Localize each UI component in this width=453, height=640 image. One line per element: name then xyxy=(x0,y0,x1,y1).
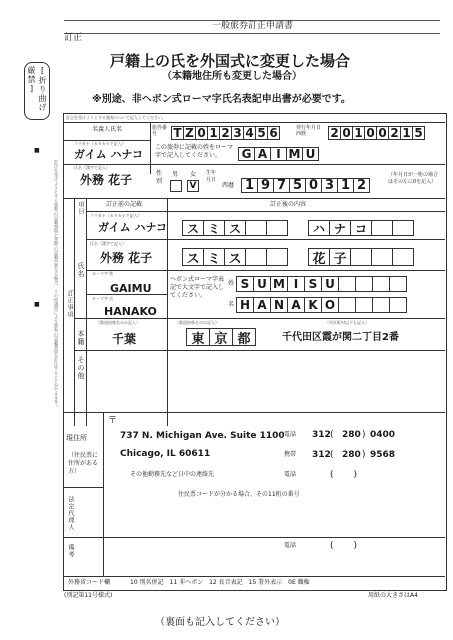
tel-label: 電話 xyxy=(284,431,297,438)
after-label: 訂正後の内容 xyxy=(270,201,307,208)
rule xyxy=(63,198,445,199)
hebon-note: ヘボン式ローマ字表記で大文字で記入してください。 xyxy=(170,276,225,299)
char-box[interactable] xyxy=(338,297,356,313)
char-box[interactable]: 0 xyxy=(195,126,208,140)
tel-area: 312 xyxy=(312,430,331,440)
name-holder-label: 名義人氏名 xyxy=(92,126,123,133)
rule xyxy=(167,198,168,426)
item-label: 項目 xyxy=(77,201,84,215)
char-box[interactable]: N xyxy=(270,297,288,313)
char-box[interactable]: 1 xyxy=(352,126,365,140)
char-box[interactable]: O xyxy=(321,297,339,313)
char-box[interactable] xyxy=(389,276,407,292)
given-mark: 名 xyxy=(228,301,235,308)
char-box[interactable]: 2 xyxy=(353,178,370,193)
char-box[interactable]: 6 xyxy=(267,126,280,140)
char-box[interactable] xyxy=(355,276,373,292)
furigana-before: ガイム ハナコ xyxy=(98,221,168,234)
char-box[interactable]: S xyxy=(236,276,254,292)
kanji-after-given-cells xyxy=(308,248,413,266)
other-label: その他 xyxy=(77,356,85,380)
rule xyxy=(63,487,103,488)
char-box[interactable]: ナ xyxy=(329,220,351,236)
rule xyxy=(63,412,445,413)
resident-code-note: 住民票コードが分かる場合、その11桁の番号 xyxy=(178,491,300,498)
rule xyxy=(150,122,151,174)
char-box[interactable]: ス xyxy=(224,248,246,266)
char-box[interactable]: 5 xyxy=(412,126,425,140)
mobile-paren: ( xyxy=(330,450,334,460)
mobile-paren: ) xyxy=(362,450,366,460)
char-box[interactable] xyxy=(350,248,372,266)
honseki-after-detail: 千代田区霞が関二丁目2番 xyxy=(282,332,399,343)
furigana-label: フリガナ（カタカナで記入） xyxy=(74,141,126,146)
daytime-tel-label: 電話 xyxy=(284,471,297,478)
correction-label: 訂正 xyxy=(64,33,83,43)
char-box[interactable] xyxy=(371,248,393,266)
char-box[interactable] xyxy=(338,276,356,292)
passport-number-cells xyxy=(171,126,279,140)
honseki-after-label: （都道府県名のみ記入） xyxy=(175,320,219,325)
kanji-after-surname-cells xyxy=(182,248,287,266)
char-box[interactable]: 2 xyxy=(328,126,341,140)
name-kanji-value: 外務 花子 xyxy=(80,173,133,187)
male-label: 男 xyxy=(172,171,179,178)
char-box[interactable]: コ xyxy=(350,220,372,236)
legal-rep-label: 法定代理人 xyxy=(67,496,74,531)
rule xyxy=(63,576,445,577)
char-box[interactable]: M xyxy=(286,147,303,161)
char-box[interactable]: 0 xyxy=(340,126,353,140)
rule xyxy=(63,537,445,538)
honseki-before: 千葉 xyxy=(112,332,137,346)
char-box[interactable]: U xyxy=(253,276,271,292)
rule xyxy=(63,164,445,165)
dob-era: 西暦 xyxy=(222,182,235,189)
rule xyxy=(86,211,445,212)
char-box[interactable]: 7 xyxy=(273,178,290,193)
current-address-label: 現住所 xyxy=(66,434,87,442)
notice-text: ※別途、非ヘボン式ローマ字氏名表記申出書が必要です。 xyxy=(92,94,351,105)
char-box[interactable]: 1 xyxy=(400,126,413,140)
issue-date-cells xyxy=(328,126,424,140)
address-line2: Chicago, IL 60611 xyxy=(120,449,211,459)
bottom-tel-label: 電話 xyxy=(284,542,297,549)
form-number: (別記第11号様式) xyxy=(64,592,113,599)
char-box[interactable]: 0 xyxy=(376,126,389,140)
char-box[interactable]: 2 xyxy=(219,126,232,140)
roman-given-before: HANAKO xyxy=(104,305,157,318)
margin-bullet-2: ■ xyxy=(34,301,40,308)
char-box[interactable]: ミ xyxy=(203,220,225,236)
honseki-label: 本籍 xyxy=(77,330,85,346)
char-box[interactable]: Z xyxy=(183,126,196,140)
furigana-after-surname-cells xyxy=(182,220,287,236)
char-box[interactable]: S xyxy=(304,276,322,292)
char-box[interactable]: 都 xyxy=(232,328,256,346)
char-box[interactable]: H xyxy=(236,297,254,313)
name-kanji-label: 氏名（漢字で記入） xyxy=(90,241,126,246)
char-box[interactable]: M xyxy=(270,276,288,292)
rule xyxy=(63,122,445,123)
char-box[interactable]: T xyxy=(171,126,184,140)
paper-size-note: 用紙の大きさはA4 xyxy=(368,592,418,599)
margin-vertical-note: 訂正を受けようとする旅券の記載事項と実際の記載が異なる場合、この申請書により旅券の記載事項を訂正することができます。 xyxy=(53,160,58,410)
char-box[interactable]: 東 xyxy=(186,328,210,346)
char-box[interactable] xyxy=(392,220,414,236)
char-box[interactable]: I xyxy=(270,147,287,161)
tel-number: 0400 xyxy=(370,430,396,440)
roman-surname-label: ローマ字 姓 xyxy=(92,271,114,276)
char-box[interactable]: 3 xyxy=(231,126,244,140)
issue-date-label: 発行年月日 西暦 xyxy=(296,125,322,137)
roman-surname-before: GAIMU xyxy=(110,282,152,295)
male-checkbox[interactable] xyxy=(170,180,182,192)
ministry-code-label: 外務省コード欄 xyxy=(68,579,111,586)
char-box[interactable]: U xyxy=(321,276,339,292)
char-box[interactable]: A xyxy=(254,147,271,161)
roman-given-label: ローマ字 名 xyxy=(92,296,114,301)
roman-surname-after-cells xyxy=(236,276,406,292)
rule xyxy=(74,350,445,351)
page-subtitle: （本籍地住所も変更した場合） xyxy=(162,71,302,82)
rule xyxy=(103,412,104,576)
bottom-tel-parens: ( ) xyxy=(330,541,358,551)
postal-mark: 〒 xyxy=(108,416,118,426)
daytime-contact-note: その他勤務先など日中の連絡先 xyxy=(130,471,215,478)
female-label: 女 xyxy=(190,171,197,178)
char-box[interactable]: 花 xyxy=(308,248,330,266)
furigana-value: ガイム ハナコ xyxy=(74,148,144,161)
char-box[interactable] xyxy=(245,220,267,236)
roman-instruction: この旅券に記載の姓をローマ字で記入してください。 xyxy=(155,144,234,159)
char-box[interactable]: 9 xyxy=(257,178,274,193)
honseki-after-cells xyxy=(186,328,255,346)
char-box[interactable]: G xyxy=(238,147,255,161)
header-rule-bottom xyxy=(64,33,440,34)
char-box[interactable]: 2 xyxy=(388,126,401,140)
tel-paren: ( xyxy=(330,430,334,440)
char-box[interactable]: ハ xyxy=(308,220,330,236)
char-box[interactable]: 0 xyxy=(364,126,377,140)
char-box[interactable]: ス xyxy=(182,248,204,266)
surname-mark: 姓 xyxy=(228,280,235,287)
mobile-label: 携帯 xyxy=(284,451,297,458)
char-box[interactable] xyxy=(266,248,288,266)
remarks-label: 備考 xyxy=(67,544,74,558)
furigana-after-given-cells xyxy=(308,220,413,236)
char-box[interactable]: ス xyxy=(224,220,246,236)
back-side-note: （裏面も記入してください） xyxy=(155,617,285,628)
furigana-label: フリガナ（カタカナで記入） xyxy=(90,213,142,218)
char-box[interactable]: ス xyxy=(182,220,204,236)
gender-label: 性別 xyxy=(156,170,163,185)
char-box[interactable] xyxy=(245,248,267,266)
form-top-title: 一般旅券訂正申請書 xyxy=(212,21,294,31)
female-checkbox[interactable]: V xyxy=(187,180,199,192)
char-box[interactable]: 京 xyxy=(209,328,233,346)
ministry-codes: 10 別名併記 11 非ヘボン 12 長音表記 15 署外表示 0E 職権 xyxy=(130,579,310,586)
char-box[interactable]: 5 xyxy=(255,126,268,140)
char-box[interactable]: A xyxy=(253,297,271,313)
rule xyxy=(86,198,87,426)
char-box[interactable]: 5 xyxy=(289,178,306,193)
char-box[interactable]: K xyxy=(304,297,322,313)
instruction-text: 訂正を受けようとする旅券について記入してください。 xyxy=(66,115,166,120)
passport-number-label: 旅券番号 xyxy=(152,125,168,137)
char-box[interactable]: A xyxy=(287,297,305,313)
char-box[interactable]: 1 xyxy=(337,178,354,193)
name-section-label: 氏名 xyxy=(77,262,85,278)
correction-section-label: 訂正事項 xyxy=(66,290,73,318)
tel-exchange: 280 xyxy=(342,430,361,440)
rule xyxy=(74,318,445,319)
before-label: 訂正前の記載 xyxy=(106,201,143,208)
margin-bullet-1: ■ xyxy=(34,147,40,154)
daytime-tel-parens: ( ) xyxy=(330,470,358,480)
mobile-area: 312 xyxy=(312,450,331,460)
kanji-before: 外務 花子 xyxy=(100,251,153,265)
char-box[interactable] xyxy=(372,276,390,292)
char-box[interactable]: 1 xyxy=(241,178,258,193)
mobile-exchange: 280 xyxy=(342,450,361,460)
dob-note: （年月日が一桁の場合はその左に0を記入） xyxy=(388,172,439,185)
char-box[interactable] xyxy=(266,220,288,236)
page-title: 戸籍上の氏を外国式に変更した場合 xyxy=(110,52,351,70)
rule xyxy=(86,294,167,295)
tel-paren: ) xyxy=(362,430,366,440)
char-box[interactable]: 子 xyxy=(329,248,351,266)
dob-label: 生年月日 xyxy=(206,170,217,183)
dob-cells xyxy=(241,178,369,193)
no-fold-note: [折り曲げ厳禁] xyxy=(24,62,50,120)
honseki-detail-label: （市区町村以下も記入） xyxy=(325,320,369,325)
char-box[interactable] xyxy=(389,297,407,313)
char-box[interactable]: 0 xyxy=(305,178,322,193)
roman-surname-cells xyxy=(238,147,318,161)
mobile-number: 9568 xyxy=(370,450,396,460)
name-kanji-label: 氏名（漢字で記入） xyxy=(74,165,110,170)
char-box[interactable]: 1 xyxy=(207,126,220,140)
char-box[interactable]: U xyxy=(302,147,319,161)
address-line1: 737 N. Michigan Ave. Suite 1100 xyxy=(120,431,285,441)
char-box[interactable]: ミ xyxy=(203,248,225,266)
char-box[interactable] xyxy=(372,297,390,313)
char-box[interactable] xyxy=(355,297,373,313)
rule xyxy=(86,270,445,271)
char-box[interactable]: I xyxy=(287,276,305,292)
char-box[interactable] xyxy=(371,220,393,236)
char-box[interactable]: 3 xyxy=(321,178,338,193)
rule xyxy=(86,239,445,240)
rule xyxy=(74,198,75,426)
roman-given-after-cells xyxy=(236,297,406,313)
honseki-before-label: （都道府県名のみ記入） xyxy=(96,320,140,325)
char-box[interactable]: 4 xyxy=(243,126,256,140)
foreign-resident-note: （住民票に住所がある方） xyxy=(68,452,99,475)
char-box[interactable] xyxy=(392,248,414,266)
